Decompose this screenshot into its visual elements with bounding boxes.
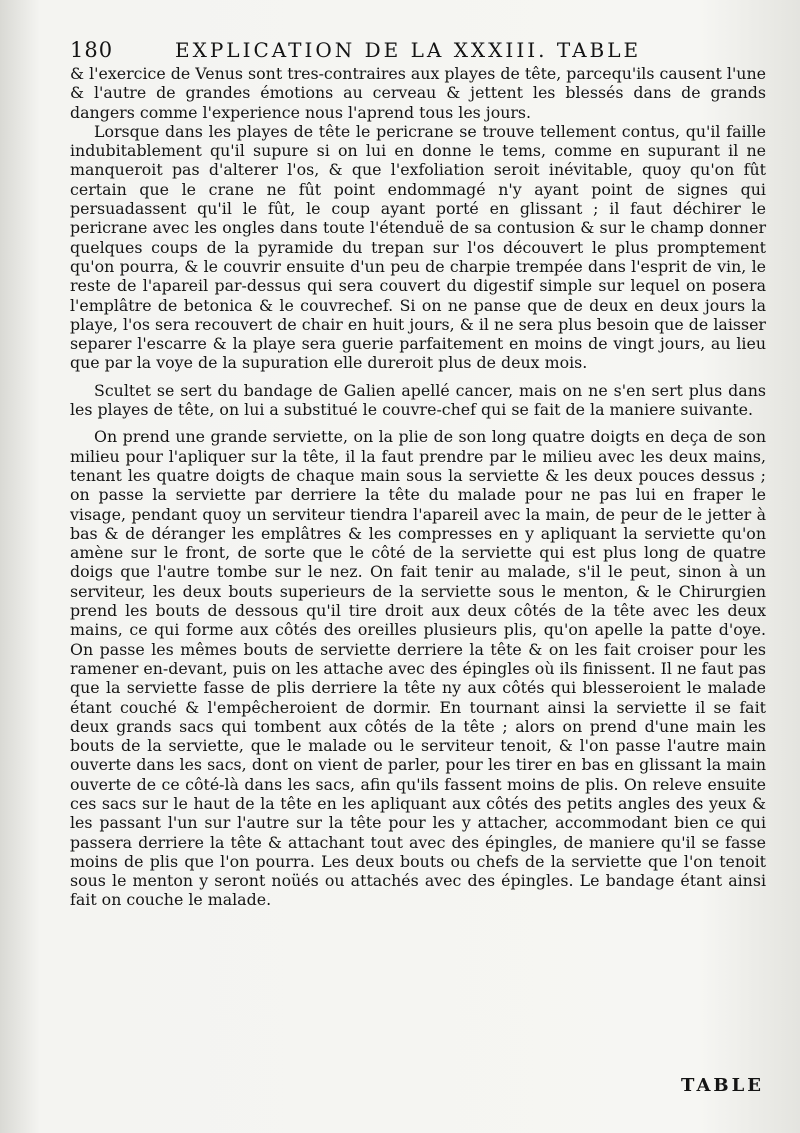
catchword: TABLE (681, 1075, 764, 1096)
page-number: 180 (70, 38, 114, 62)
paragraph: & l'exercice de Venus sont tres-contraires aux playes de tête, parcequ'ils causent l'une & l'autre de grandes émotions au cerveau & jettent les blessés dans de grands dangers comme l'experience nous l'aprend tous les jours. (70, 64, 766, 122)
paragraph: Lorsque dans les playes de tête le pericrane se trouve tellement contus, qu'il faille indubitablement qu'il supure si on lui en donne le tems, comme en supurant il ne manqueroit pas d'alterer l'os, & que l'exfoliation seroit inévitable, quoy qu'on fût certain que le crane ne fût point endommagé n'y ayant point de signes qui persuadassent qu'il le fût, le coup ayant porté en glissant ; il faut déchirer le pericrane avec les ongles dans toute l'étenduë de sa contusion & sur le champ donner quelques coups de la pyramide du trepan sur l'os découvert le plus promptement qu'on pourra, & le couvrir ensuite d'un peu de charpie trempée dans l'esprit de vin, le reste de l'apareil par-dessus qui sera couvert du digestif simple sur lequel on posera l'emplâtre de betonica & le couvrechef. Si on ne panse que de deux en deux jours la playe, l'os sera recouvert de chair en huit jours, & il ne sera plus besoin que de laisser separer l'escarre & la playe sera guerie parfaitement en moins de vingt jours, au lieu que par la voye de la supuration elle dureroit plus de deux mois. (70, 121, 766, 373)
running-head: EXPLICATION DE LA XXXIII. TABLE (175, 38, 642, 62)
paragraph: Scultet se sert du bandage de Galien apellé cancer, mais on ne s'en sert plus dans les playes de tête, on lui a substitué le couvre-chef qui se fait de la maniere suivante. (70, 380, 766, 420)
body-text (70, 64, 766, 910)
paragraph: On prend une grande serviette, on la plie de son long quatre doigts en deça de son milieu pour l'apliquer sur la tête, il la faut prendre par le milieu avec les deux mains, tenant les quatre doigts de chaque main sous la serviette & les deux pouces dessus ; on passe la serviette par derriere la tête du malade pour ne pas lui en fraper le visage, pendant quoy un serviteur tiendra l'apareil avec la main, de peur de le jetter à bas & de déranger les emplâtres & les compresses en y apliquant la serviette qu'on amène sur le front, de sorte que le côté de la serviette qui est plus long de quatre doigs que l'autre tombe sur le nez. On fait tenir au malade, s'il le peut, sinon à un serviteur, les deux bouts superieurs de la serviette sous le menton, & le Chirurgien prend les bouts de dessous qu'il tire droit aux deux côtés de la tête avec les deux mains, ce qui forme aux côtés des oreilles plusieurs plis, qu'on apelle la patte d'oye. On passe les mêmes bouts de serviette derriere la tête & on les fait croiser pour les ramener en-devant, puis on les attache avec des épingles où ils finissent. Il ne faut pas que la serviette fasse de plis derriere la tête ny aux côtés qui blesseroient le malade étant couché & l'empêcheroient de dormir. En tournant ainsi la serviette il se fait deux grands sacs qui tombent aux côtés de la tête ; alors on prend d'une main les bouts de la serviette, que le malade ou le serviteur tenoit, & l'on passe l'autre main ouverte dans les sacs, dont on vient de parler, pour les tirer en bas en glissant la main ouverte de ce côté-là dans les sacs, afin qu'ils fassent moins de plis. On releve ensuite ces sacs sur le haut de la tête en les apliquant aux côtés des petits angles des yeux & les passant l'un sur l'autre sur la tête pour les y attacher, accommodant bien ce qui passera derriere la tête & attachant tout avec des épingles, de maniere qu'il se fasse moins de plis que l'on pourra. Les deux bouts ou chefs de la serviette que l'on tenoit sous le menton y seront noüés ou attachés avec des épingles. Le bandage étant ainsi fait on couche le malade. (70, 427, 766, 910)
